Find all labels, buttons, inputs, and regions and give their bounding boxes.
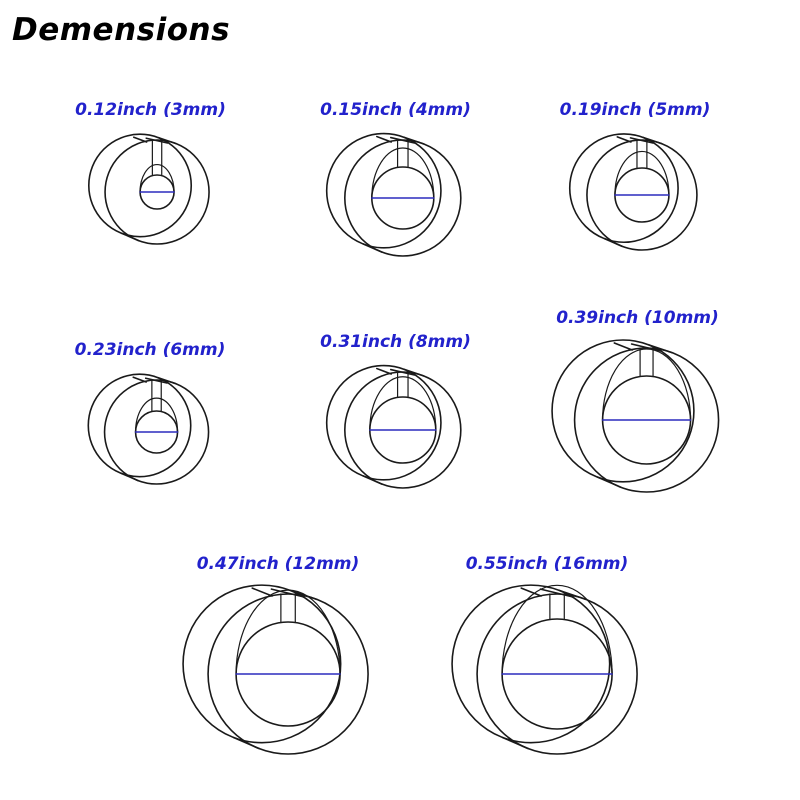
dimension-label: 0.15inch (4mm)	[320, 100, 471, 120]
collar-drawing	[60, 366, 240, 504]
collar-drawing	[540, 334, 735, 512]
collar-drawing	[303, 126, 488, 276]
collar-drawing	[303, 358, 488, 508]
dimension-label: 0.47inch (12mm)	[196, 554, 360, 574]
dimension-label: 0.23inch (6mm)	[74, 340, 226, 360]
page-title: Demensions	[12, 12, 231, 48]
collar-drawing	[63, 126, 238, 264]
dimension-label: 0.19inch (5mm)	[559, 100, 711, 120]
dimension-label: 0.55inch (16mm)	[465, 554, 629, 574]
dimension-label: 0.12inch (3mm)	[75, 100, 226, 120]
dimension-label: 0.31inch (8mm)	[320, 332, 471, 352]
collar-drawing	[447, 580, 647, 774]
dimension-label: 0.39inch (10mm)	[556, 308, 719, 328]
collar-drawing	[178, 580, 378, 774]
collar-drawing	[545, 126, 725, 270]
